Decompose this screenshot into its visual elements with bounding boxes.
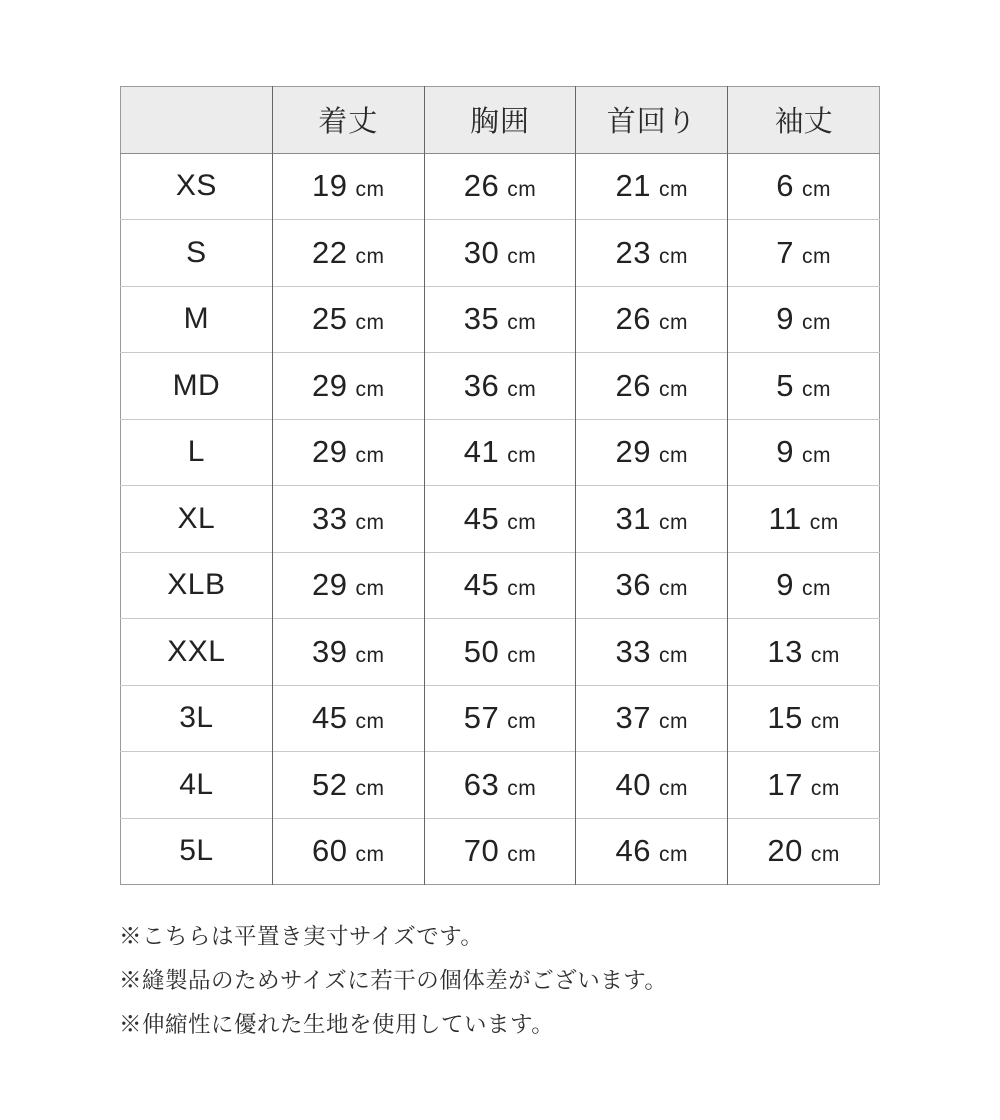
measurement-cell [272,153,424,220]
table-row [121,619,880,686]
measurement-value: 29 [615,434,652,470]
measurement-cell [424,552,576,619]
measurement-unit: cm [355,377,385,401]
table-row [121,818,880,885]
measurement-value: 35 [463,301,500,337]
measurement-unit: cm [507,577,537,601]
column-header: 胸囲 [424,87,576,154]
measurement-value: 36 [615,567,652,603]
measurement-value: 46 [615,833,652,869]
measurement-cell [424,419,576,486]
measurement-value: 9 [776,567,794,603]
measurement-cell [424,685,576,752]
measurement-unit: cm [659,643,689,667]
measurement-cell [424,220,576,287]
measurement-value: 40 [615,766,652,802]
measurement-cell [424,619,576,686]
size-label: S [121,220,273,287]
measurement-value: 29 [311,434,348,470]
measurement-unit: cm [507,776,537,800]
measurement-cell [424,818,576,885]
measurement-unit: cm [801,377,831,401]
measurement-unit: cm [507,444,537,468]
measurement-cell [272,486,424,553]
measurement-unit: cm [355,444,385,468]
table-row [121,353,880,420]
measurement-cell [576,419,728,486]
measurement-unit: cm [810,843,840,867]
measurement-value: 52 [311,766,348,802]
measurement-unit: cm [801,577,831,601]
measurement-cell [272,685,424,752]
measurement-unit: cm [507,710,537,734]
measurement-unit: cm [659,444,689,468]
measurement-value: 17 [767,766,803,802]
measurement-cell [576,685,728,752]
measurement-cell [424,153,576,220]
column-header: 袖丈 [728,87,880,154]
size-chart-table [120,86,880,885]
measurement-unit: cm [507,843,537,867]
measurement-cell [728,685,880,752]
measurement-cell [728,286,880,353]
size-label: XL [121,486,273,553]
table-row [121,486,880,553]
measurement-cell [272,552,424,619]
measurement-value: 45 [311,700,348,736]
measurement-cell [424,752,576,819]
measurement-value: 22 [311,234,348,270]
size-label: 4L [121,752,273,819]
measurement-unit: cm [507,643,537,667]
measurement-cell [576,353,728,420]
measurement-cell [728,752,880,819]
measurement-value: 7 [776,234,794,270]
table-row [121,752,880,819]
measurement-unit: cm [659,311,689,335]
size-label: XXL [121,619,273,686]
measurement-cell [728,619,880,686]
measurement-unit: cm [507,178,537,202]
measurement-value: 5 [776,367,794,403]
measurement-value: 30 [463,234,500,270]
measurement-cell [576,286,728,353]
header-row [121,87,880,154]
measurement-cell [576,220,728,287]
measurement-cell [728,419,880,486]
size-chart-header [121,87,880,154]
size-label: XLB [121,552,273,619]
footnotes [119,915,667,1047]
measurement-unit: cm [659,377,689,401]
measurement-unit: cm [801,311,831,335]
size-label: L [121,419,273,486]
size-label: 3L [121,685,273,752]
measurement-value: 29 [311,567,348,603]
measurement-value: 21 [615,168,652,204]
measurement-value: 33 [311,500,348,536]
measurement-value: 45 [463,500,500,536]
measurement-unit: cm [659,510,689,534]
measurement-unit: cm [659,843,689,867]
measurement-value: 19 [311,168,348,204]
column-header: 着丈 [272,87,424,154]
size-label: XS [121,153,273,220]
measurement-value: 23 [615,234,652,270]
table-row [121,153,880,220]
measurement-unit: cm [507,377,537,401]
measurement-cell [272,419,424,486]
measurement-unit: cm [507,244,537,268]
measurement-value: 15 [767,700,803,736]
measurement-cell [272,286,424,353]
measurement-value: 45 [463,567,500,603]
measurement-value: 6 [776,168,794,204]
measurement-cell [424,486,576,553]
measurement-cell [272,619,424,686]
measurement-cell [424,286,576,353]
footnote: ※縫製品のためサイズに若干の個体差がございます。 [119,968,668,993]
footnote: ※伸縮性に優れた生地を使用しています。 [119,1012,555,1037]
measurement-value: 29 [311,367,348,403]
measurement-unit: cm [355,311,385,335]
column-header: 首回り [576,87,728,154]
measurement-unit: cm [810,643,840,667]
measurement-cell [728,220,880,287]
measurement-value: 50 [463,633,500,669]
measurement-unit: cm [355,577,385,601]
measurement-cell [576,153,728,220]
measurement-value: 9 [776,434,794,470]
measurement-value: 25 [311,301,348,337]
table-row [121,552,880,619]
measurement-cell [272,220,424,287]
measurement-value: 36 [463,367,500,403]
measurement-unit: cm [355,843,385,867]
measurement-unit: cm [801,444,831,468]
measurement-value: 57 [463,700,500,736]
measurement-unit: cm [801,244,831,268]
measurement-unit: cm [801,178,831,202]
measurement-value: 11 [768,500,802,536]
measurement-unit: cm [355,244,385,268]
measurement-value: 70 [463,833,500,869]
measurement-cell [272,752,424,819]
measurement-cell [576,752,728,819]
size-label: 5L [121,818,273,885]
table-row [121,419,880,486]
measurement-value: 37 [615,700,652,736]
measurement-unit: cm [659,178,689,202]
measurement-unit: cm [507,311,537,335]
size-table-body [121,153,880,885]
measurement-cell [728,486,880,553]
measurement-cell [576,818,728,885]
measurement-unit: cm [659,776,689,800]
footnote: ※こちらは平置き実寸サイズです。 [119,924,484,949]
measurement-value: 13 [767,633,803,669]
measurement-value: 26 [615,301,652,337]
measurement-unit: cm [810,710,840,734]
measurement-value: 31 [615,500,652,536]
measurement-value: 41 [463,434,500,470]
measurement-unit: cm [355,710,385,734]
measurement-value: 39 [311,633,348,669]
size-label: M [121,286,273,353]
measurement-cell [576,486,728,553]
measurement-value: 26 [615,367,652,403]
measurement-cell [272,353,424,420]
measurement-cell [424,353,576,420]
measurement-unit: cm [659,244,689,268]
measurement-unit: cm [507,510,537,534]
measurement-value: 20 [767,833,803,869]
measurement-cell [576,619,728,686]
table-row [121,220,880,287]
measurement-unit: cm [810,776,840,800]
measurement-unit: cm [355,776,385,800]
measurement-cell [272,818,424,885]
measurement-cell [728,818,880,885]
measurement-value: 60 [311,833,348,869]
measurement-value: 33 [615,633,652,669]
measurement-cell [576,552,728,619]
measurement-unit: cm [355,510,385,534]
measurement-value: 63 [463,766,500,802]
measurement-unit: cm [355,643,385,667]
measurement-value: 26 [463,168,500,204]
measurement-unit: cm [355,178,385,202]
size-label: MD [121,353,273,420]
measurement-unit: cm [809,510,839,534]
measurement-cell [728,552,880,619]
measurement-cell [728,353,880,420]
table-row [121,286,880,353]
measurement-unit: cm [659,710,689,734]
table-row [121,685,880,752]
corner-cell [121,87,273,154]
measurement-value: 9 [776,301,794,337]
measurement-unit: cm [659,577,689,601]
measurement-cell [728,153,880,220]
